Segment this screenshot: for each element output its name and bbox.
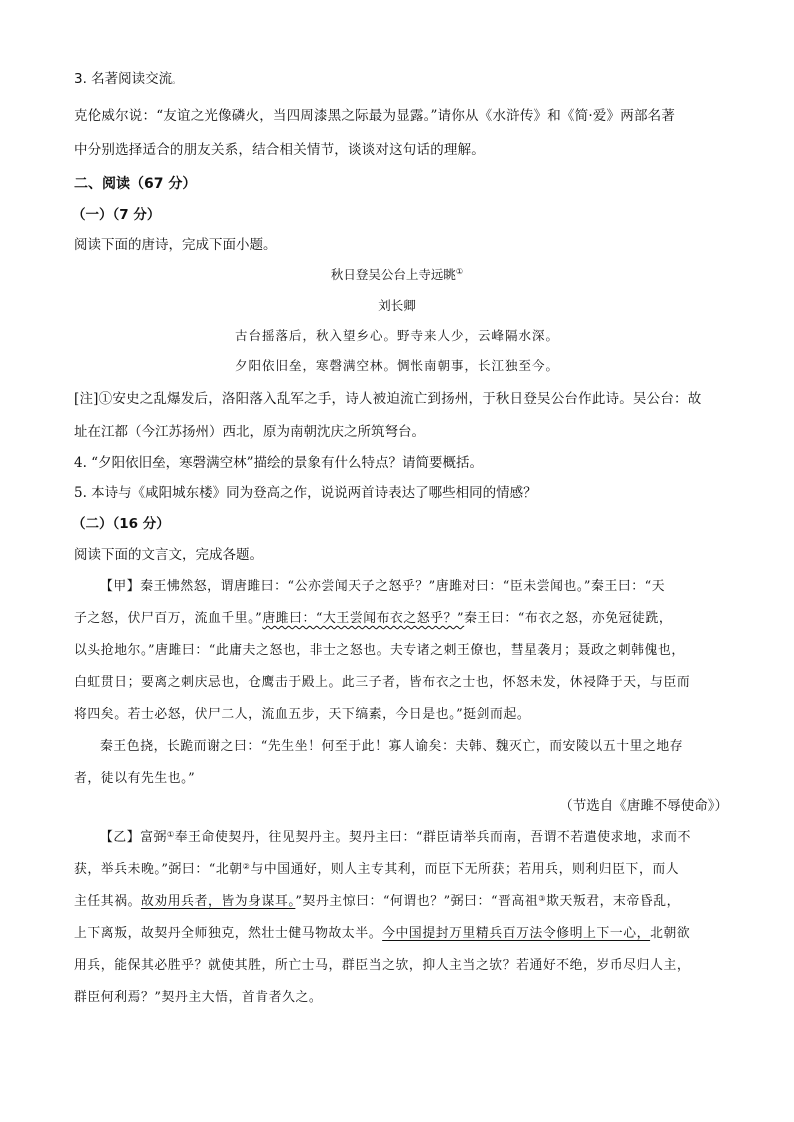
yi-punctuation-sentence: 今中国提封万里精兵百万法令修明上下一心， [382, 926, 651, 941]
yi-line-3a: 主任其祸。 [74, 894, 141, 909]
part2-heading: （二）（16 分） [72, 516, 170, 532]
jia-line-2a: 子之怒，伏尸百万，流血千里。” [74, 611, 263, 626]
poem-note-line1: [注]①安史之乱爆发后，洛阳落入乱军之手，诗人被迫流亡到扬州，于秋日登吴公台作此诗。吴公台：故 [74, 391, 702, 407]
poem-line-1: 古台摇落后，秋入望乡心。野寺来人少，云峰隔水深。 [234, 328, 559, 343]
yi-line-2b: 与中国通好，则人主专其利，而臣下无所获；若用兵，则利归臣下，而人 [250, 862, 680, 877]
jia-line-5: 将四矣。若士必怒，伏尸二人，流血五步，天下缟素，今日是也。”挺剑而起。 [74, 707, 531, 722]
poem-title [0, 266, 794, 284]
question-5: 5. 本诗与《咸阳城东楼》同为登高之作，说说两首诗表达了哪些相同的情感？ [74, 485, 537, 501]
yi-note-2: ② [242, 862, 251, 871]
q3-title: 3. 名著阅读交流。 [74, 71, 181, 87]
yi-line-3 [74, 893, 680, 911]
yi-line-5: 用兵，能保其必胜乎？就使其胜，所亡士马，群臣当之欤，抑人主当之欤？若通好不绝，岁币尽归人主， [74, 958, 691, 973]
poem-line-2: 夕阳依旧垒，寒磬满空林。惆怅南朝事，长江独至今。 [234, 358, 559, 373]
jia-line-6: 秦王色挠，长跪而谢之曰：“先生坐！何至于此！寡人谕矣：夫韩、魏灭亡，而安陵以五十里之地存 [100, 739, 684, 754]
yi-line-6: 群臣何利焉？”契丹主大悟，首肯者久之。 [74, 990, 323, 1005]
yi-line-4c: 北朝欲 [650, 926, 691, 941]
q3-text-line1: 克伦威尔说：“友谊之光像磷火，当四周漆黑之际最为显露。”请你从《水浒传》和《简·爱》两部名著 [74, 108, 676, 124]
yi-note-3: ③ [538, 894, 547, 903]
yi-line-4 [74, 925, 690, 943]
yi-note-1: ① [166, 830, 175, 839]
jia-source: （节选自《唐雎不辱使命》） [559, 798, 728, 814]
yi-line-3c: ”契丹主惊曰：“何谓也？”弼曰：“晋高祖 [295, 894, 539, 909]
part2-intro: 阅读下面的文言文，完成各题。 [74, 547, 263, 563]
part1-heading: （一）（7 分） [72, 207, 161, 223]
poem-title-text: 秋日登吴公台上寺远眺 [330, 267, 456, 282]
yi-line-1b: 奉王命使契丹，往见契丹主。契丹主曰：“群臣请举兵而南，吾谓不若遣使求地，求而不 [174, 830, 691, 845]
jia-line-7: 者，徒以有先生也。” [74, 771, 196, 786]
poem-title-note: ① [455, 267, 464, 276]
yi-line-3d: 欺天叛君，末帝昏乱， [546, 894, 681, 909]
poem-note-line2: 址在江都（今江苏扬州）西北，原为南朝沈庆之所筑弩台。 [74, 424, 425, 440]
jia-line-2 [74, 610, 672, 628]
jia-line-1: 【甲】秦王怫然怒，谓唐雎曰：“公亦尝闻天子之怒乎？”唐雎对曰：“臣未尝闻也。”秦王曰：“天 [100, 579, 666, 594]
jia-wavy-sentence: 唐雎曰：“大王尝闻布衣之怒乎？” [262, 611, 465, 626]
yi-line-1 [100, 829, 691, 847]
jia-line-2c: 秦王曰：“布衣之怒，亦免冠徒跣， [464, 611, 673, 626]
q3-title-text: 3. 名著阅读交流 [74, 71, 173, 87]
section2-heading: 二、阅读（67 分） [74, 176, 197, 192]
q3-text-line2: 中分别选择适合的朋友关系，结合相关情节，谈谈对这句话的理解。 [74, 142, 485, 158]
poem-author: 刘长卿 [378, 298, 416, 313]
question-4: 4. “夕阳依旧垒，寒磬满空林”描绘的景象有什么特点？请简要概括。 [74, 455, 483, 471]
yi-line-1a: 【乙】富弼 [100, 830, 167, 845]
yi-underlined-sentence: 故劝用兵者，皆为身谋耳。 [140, 894, 296, 909]
yi-line-2a: 获，举兵未晚。”弼曰：“北朝 [74, 862, 243, 877]
yi-line-2 [74, 861, 679, 879]
jia-line-3: 以头抢地尔。”唐雎曰：“此庸夫之怒也，非士之怒也。夫专诸之刺王僚也，彗星袭月；聂政之刺韩傀也， [74, 643, 685, 658]
yi-line-4a: 上下离叛，故契丹全师独克，然壮士健马物故太半。 [74, 926, 383, 941]
part1-intro: 阅读下面的唐诗，完成下面小题。 [74, 237, 277, 253]
jia-line-4: 白虹贯日；要离之刺庆忌也，仓鹰击于殿上。此三子者，皆布衣之士也，怀怒未发，休祲降于天，与臣而 [74, 675, 691, 690]
